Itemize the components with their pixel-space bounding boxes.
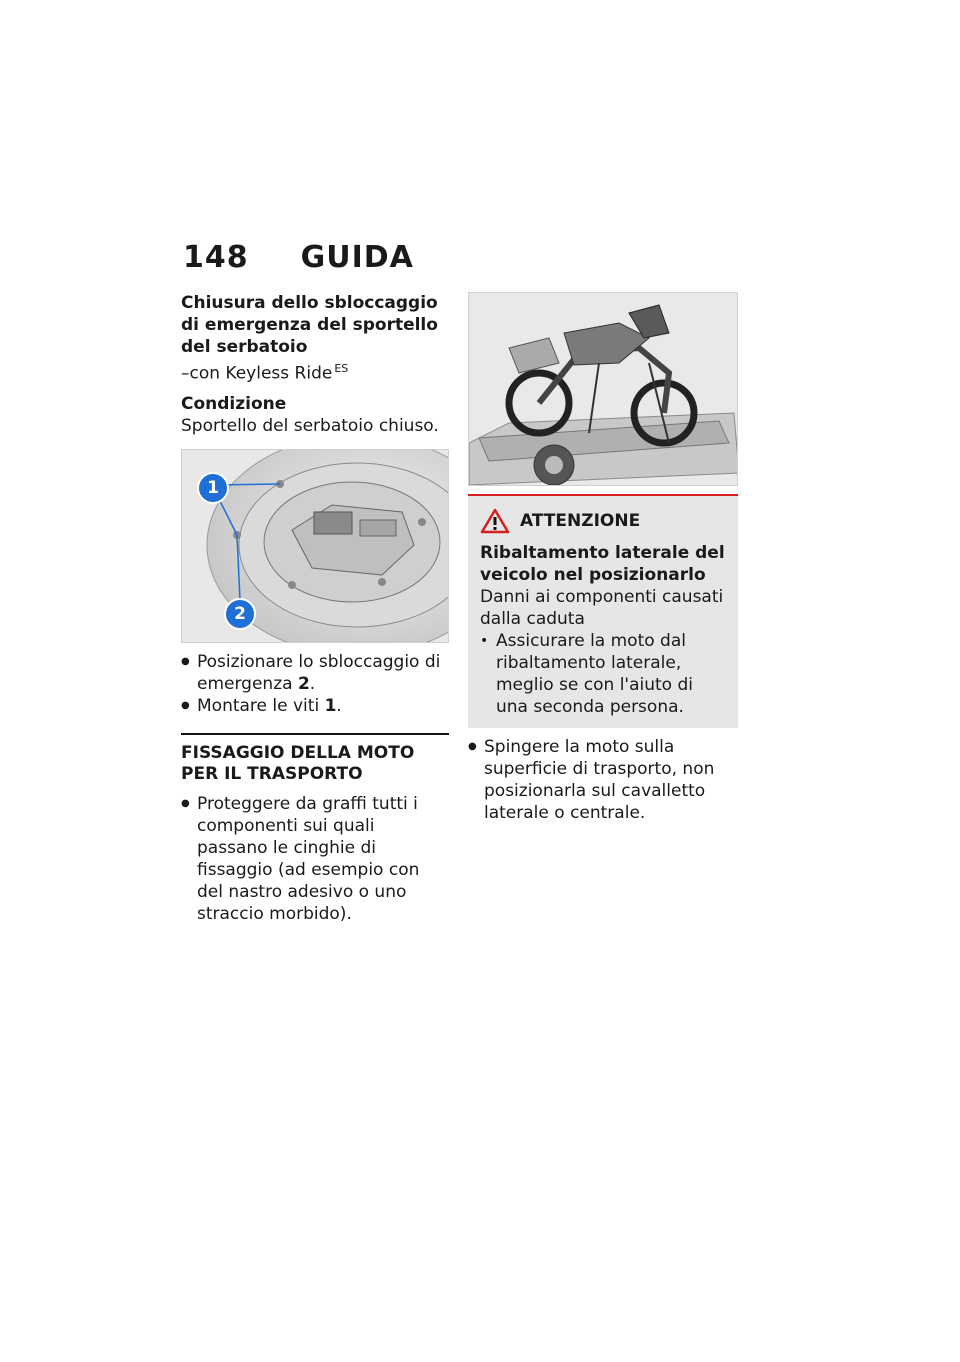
motorcycle-figure [468,292,738,486]
step-ref: 2 [297,673,310,694]
left-column [181,292,449,925]
section-step-item: ● Proteggere da graffi tutti i componenti sui quali passano le cinghie di fissaggio (ad esempio con del nastro adesivo o uno straccio morbido). [181,793,449,925]
section-heading: FISSAGGIO DELLA MOTO PER IL TRASPORTO [181,742,415,784]
callout-1-label: 1 [207,477,219,498]
warning-body: Danni ai componenti causati dalla caduta [480,587,724,629]
warning-title: ATTENZIONE [520,511,641,531]
step-text: Montare le viti [197,695,325,716]
right-step-item: ● Spingere la moto sulla superficie di trasporto, non posizionarla sul cavalletto laterale o centrale. [468,736,738,824]
condition-variant-sup: ES [334,362,349,375]
right-column [468,292,738,824]
step-item [181,651,449,695]
condition-variant-text: –con Keyless Ride [181,363,333,384]
fuel-cap-figure [181,449,449,643]
warning-box [468,494,738,728]
step-list [181,651,449,717]
step-item [181,695,449,717]
motorcycle-on-trailer-illustration [469,293,738,485]
warning-header [480,508,726,534]
warning-subtitle: Ribaltamento laterale del veicolo nel posizionarlo [480,543,725,585]
section-title: GUIDA [300,240,414,275]
step-text: Posizionare lo sbloccaggio di emergenza [197,651,441,694]
callout-2-label: 2 [234,603,246,624]
callout-1 [197,472,229,504]
subheading: Chiusura dello sbloccaggio di emergenza del sportello del serbatoio [181,293,438,357]
warning-bullet-list [480,630,726,718]
condition-text: Sportello del serbatoio chiuso. [181,415,439,436]
right-step-list [468,736,738,824]
step-end: . [336,695,342,716]
condition-label: Condizione [181,393,287,414]
step-ref: 1 [324,695,337,716]
step-end: . [309,673,316,694]
section-step-list [181,793,449,925]
page-header [183,240,414,275]
warning-bullet-item: • Assicurare la moto dal ribaltamento laterale, meglio se con l'aiuto di una seconda persona. [480,630,726,718]
callout-2 [224,598,256,630]
page-number: 148 [183,240,249,275]
section-rule [181,733,449,735]
warning-triangle-icon [480,508,510,534]
condition-variant [181,358,449,385]
